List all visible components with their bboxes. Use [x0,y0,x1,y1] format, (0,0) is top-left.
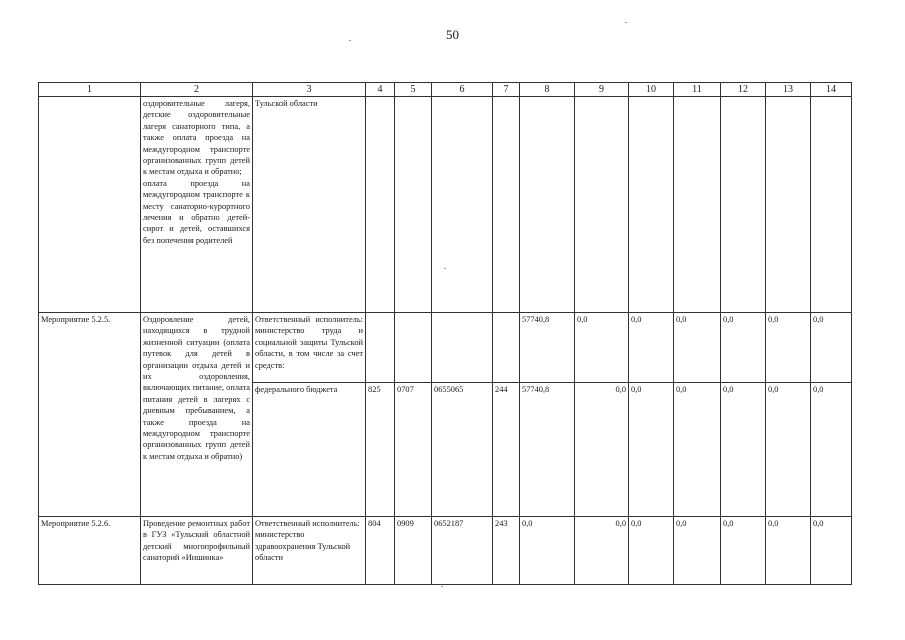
cell-c12: 0,0 [721,313,766,383]
cell-c12: 0,0 [721,517,766,585]
column-header: 3 [253,83,366,97]
cell-c4: 804 [366,517,395,585]
cell-c9: 0,0 [575,517,629,585]
cell-c5 [395,313,432,383]
cell-c8: 57740,8 [520,313,575,383]
scan-speck [349,40,351,41]
cell-c13: 0,0 [766,383,811,517]
continued-executor: Тульской области [253,97,366,313]
column-header: 6 [432,83,493,97]
measure-description: Оздоровление детей, находящихся в трудной жизненной ситуации (оплата путевок для детей в организации отдыха детей и их оздоровления, включающих питание, оплата питания детей в лагерях с дневным пребыванием, а также проезда на междугородном транспорте организованных групп детей к местам отдыха и обратно) [141,313,253,517]
cell-c9: 0,0 [575,313,629,383]
cell-c6 [432,313,493,383]
column-header: 14 [811,83,852,97]
column-header: 4 [366,83,395,97]
column-header: 7 [493,83,520,97]
table-row-526 [39,517,852,585]
column-header: 1 [39,83,141,97]
cell-c5: 0707 [395,383,432,517]
cell-c7 [493,313,520,383]
cell-c11: 0,0 [674,517,721,585]
column-header: 11 [674,83,721,97]
cell-c8: 57740,8 [520,383,575,517]
cell-c8: 0,0 [520,517,575,585]
cell-c10: 0,0 [629,383,674,517]
cell-c11: 0,0 [674,383,721,517]
measure-description: Проведение ремонтных работ в ГУЗ «Тульский областной детский многопрофильный санаторий «Иншинка» [141,517,253,585]
cell-c10: 0,0 [629,313,674,383]
measures-table [38,82,852,585]
column-header: 13 [766,83,811,97]
column-header: 12 [721,83,766,97]
cell-c13: 0,0 [766,313,811,383]
cell-c13: 0,0 [766,517,811,585]
header-row [39,83,852,97]
cell-c14: 0,0 [811,313,852,383]
cell-c6: 0655065 [432,383,493,517]
table-row-continuation [39,97,852,313]
column-header: 5 [395,83,432,97]
column-header: 2 [141,83,253,97]
cell-c10: 0,0 [629,517,674,585]
cell-c7: 243 [493,517,520,585]
cell-c5: 0909 [395,517,432,585]
measure-executor: Ответственный исполнитель: министерство здравоохранения Тульской области [253,517,366,585]
cell-c14: 0,0 [811,383,852,517]
cell-c9: 0,0 [575,383,629,517]
measure-executor: федерального бюджета [253,383,366,517]
column-header: 8 [520,83,575,97]
scan-speck [441,586,443,587]
scan-speck [444,268,446,269]
table-row-525-total [39,313,852,383]
cell-c7: 244 [493,383,520,517]
cell-c12: 0,0 [721,383,766,517]
cell-c11: 0,0 [674,313,721,383]
column-header: 9 [575,83,629,97]
scan-speck [625,22,627,23]
cell-c14: 0,0 [811,517,852,585]
measure-name: Мероприятие 5.2.5. [39,313,141,517]
cell-c6: 0652187 [432,517,493,585]
cell-empty [39,97,141,313]
measure-executor: Ответственный исполнитель: министерство труда и социальной защиты Тульской области, в том числе за счет средств: [253,313,366,383]
measure-name: Мероприятие 5.2.6. [39,517,141,585]
cell-c4: 825 [366,383,395,517]
continued-description: оздоровительные лагеря, детские оздоровительные лагеря санаторного типа, а также оплата проезда на междугородном транспорте организованных групп детей к местам отдыха и обратно; оплата проезда на междугородном транспорте к месту санаторно-курортного лечения и обратно детей-сирот и детей, оставшихся без попечения родителей [141,97,253,313]
cell-c4 [366,313,395,383]
page-number: 50 [446,27,459,42]
column-header: 10 [629,83,674,97]
